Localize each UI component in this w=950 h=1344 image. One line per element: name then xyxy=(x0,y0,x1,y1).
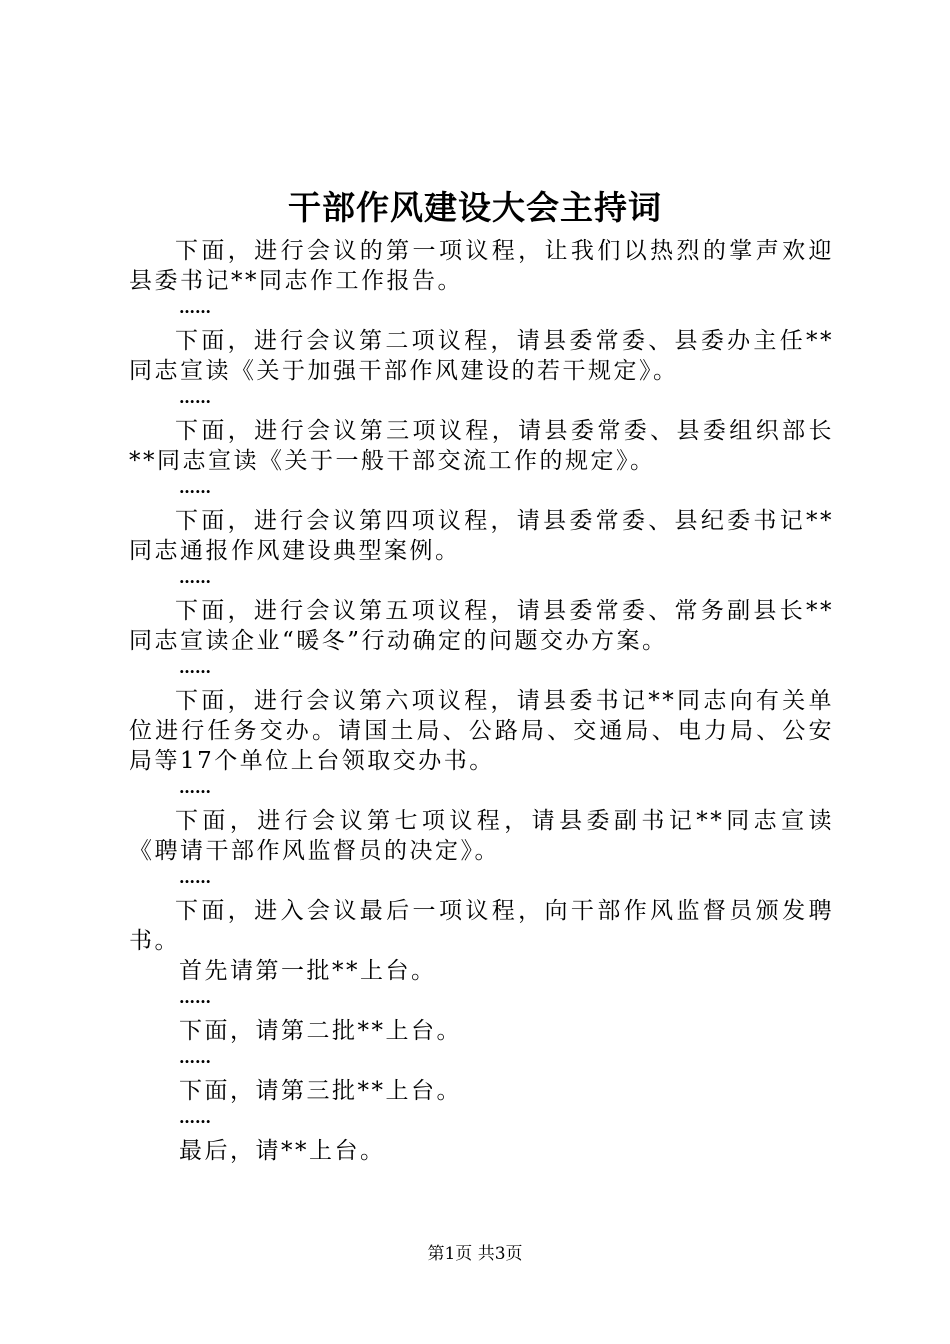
ellipsis-marker: …… xyxy=(179,988,211,1007)
step-line-1: 首先请第一批**上台。 xyxy=(179,958,437,984)
step-line-4: 最后，请**上台。 xyxy=(179,1138,386,1164)
agenda-paragraph-5: 下面，进行会议第五项议程，请县委常委、常务副县长**同志宣读企业“暖冬”行动确定的问题交办方案。 xyxy=(129,598,834,654)
ellipsis-marker: …… xyxy=(179,868,211,887)
agenda-paragraph-6: 下面，进行会议第六项议程，请县委书记**同志向有关单位进行任务交办。请国土局、公路局、交通局、电力局、公安局等17个单位上台领取交办书。 xyxy=(129,688,834,774)
step-line-2: 下面，请第二批**上台。 xyxy=(179,1018,462,1044)
ellipsis-marker: …… xyxy=(179,568,211,587)
ellipsis-marker: …… xyxy=(179,478,211,497)
step-line-3: 下面，请第三批**上台。 xyxy=(179,1078,462,1104)
ellipsis-marker: …… xyxy=(179,658,211,677)
agenda-paragraph-7: 下面，进行会议第七项议程，请县委副书记**同志宣读《聘请干部作风监督员的决定》。 xyxy=(129,808,834,864)
agenda-paragraph-1: 下面，进行会议的第一项议程，让我们以热烈的掌声欢迎县委书记**同志作工作报告。 xyxy=(129,238,834,294)
agenda-paragraph-2: 下面，进行会议第二项议程，请县委常委、县委办主任**同志宣读《关于加强干部作风建设的若干规定》。 xyxy=(129,328,834,384)
document-title: 干部作风建设大会主持词 xyxy=(288,188,662,227)
agenda-paragraph-3: 下面，进行会议第三项议程，请县委常委、县委组织部长**同志宣读《关于一般干部交流工作的规定》。 xyxy=(129,418,834,474)
agenda-paragraph-8: 下面，进入会议最后一项议程，向干部作风监督员颁发聘书。 xyxy=(129,898,834,954)
agenda-paragraph-4: 下面，进行会议第四项议程，请县委常委、县纪委书记**同志通报作风建设典型案例。 xyxy=(129,508,834,564)
ellipsis-marker: …… xyxy=(179,1108,211,1127)
ellipsis-marker: …… xyxy=(179,1048,211,1067)
document-body xyxy=(129,236,834,1166)
ellipsis-marker: …… xyxy=(179,388,211,407)
ellipsis-marker: …… xyxy=(179,298,211,317)
page-footer: 第1页 共3页 xyxy=(427,1244,523,1264)
ellipsis-marker: …… xyxy=(179,778,211,797)
